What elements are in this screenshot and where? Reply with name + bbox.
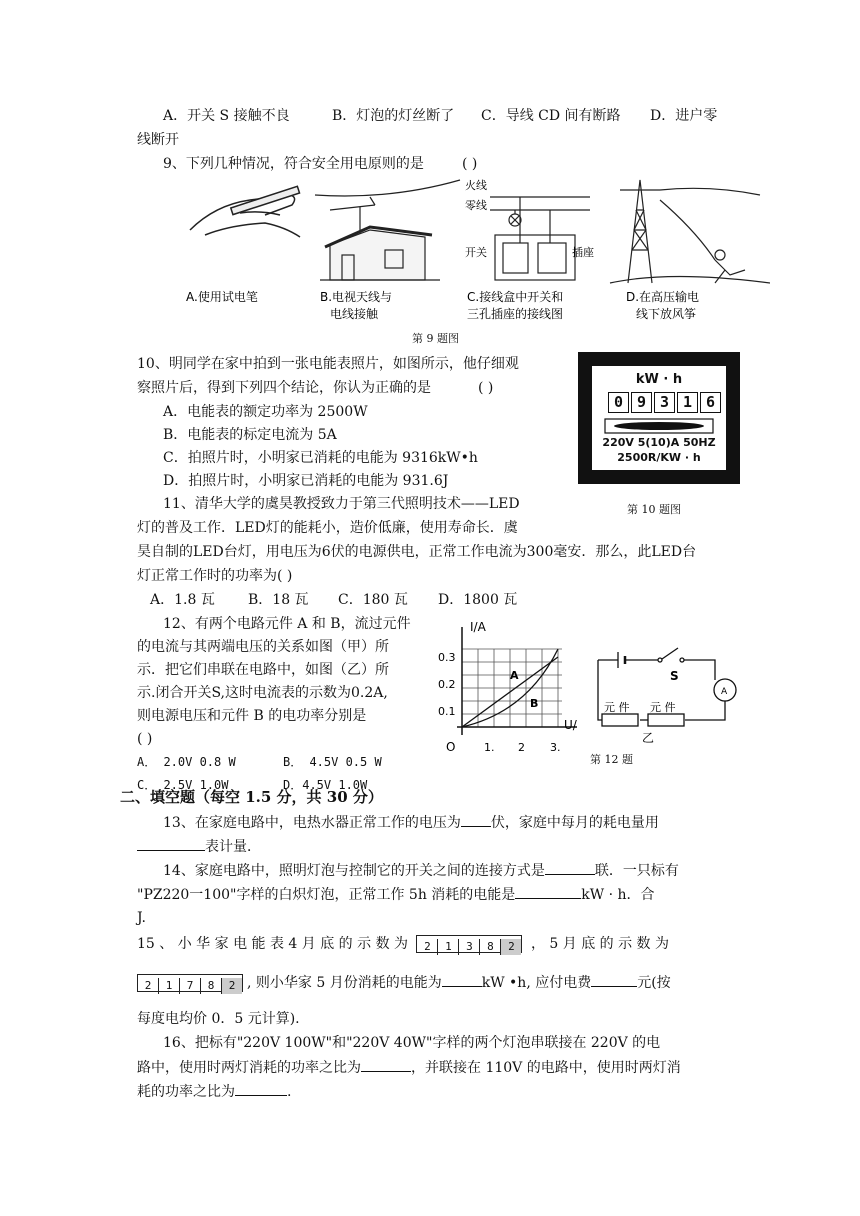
q9-fig-c-wiring-diagram-icon (490, 197, 590, 280)
q9-caption: 第 9 题图 (412, 332, 459, 345)
q14-line-2 (137, 884, 655, 905)
q10-answer-paren: ( ) (478, 380, 494, 396)
q10-option-a: A．电能表的额定功率为 2500W (163, 404, 368, 420)
q14-text-a: 14、家庭电路中，照明灯泡与控制它的开关之间的连接方式是 (163, 863, 545, 879)
q9-fig-d-kite-tower-icon (610, 180, 770, 283)
meter-digit: 9 (631, 392, 652, 413)
q12-line-1: 12、有两个电路元件 A 和 B，流过元件 (163, 616, 411, 632)
q12-line-3: 示．把它们串联在电路中，如图（乙）所 (137, 662, 389, 678)
q8-option-d: D．进户零 (650, 108, 718, 124)
q10-meter-photo (578, 352, 740, 484)
q11-line-2: 灯的普及工作．LED灯的能耗小，造价低廉，使用寿命长．虞 (137, 520, 518, 536)
q13-text-c: 表计量． (205, 839, 261, 855)
q9-answer-paren: ( ) (462, 156, 478, 172)
q15-line-2 (137, 972, 671, 993)
q9-fig-a-hand-pen-icon (190, 186, 300, 237)
q13-text-a: 13、在家庭电路中，电热水器正常工作的电压为 (163, 815, 461, 831)
q14-line-3: J. (137, 910, 146, 926)
q15-text-c: , 则小华家 5 月份消耗的电能为 (247, 975, 442, 991)
q10-meter-disc-icon (604, 418, 714, 434)
q10-option-c: C．拍照片时，小明家已消耗的电能为 9316kW•h (163, 450, 478, 466)
q12-x-tick: 3. (550, 741, 561, 754)
meter-digit: 2 (138, 978, 159, 994)
q12-iu-graph (432, 617, 592, 757)
q16-line-1: 16、把标有"220V 100W"和"220V 40W"字样的两个灯泡串联接在 220V 的电 (163, 1035, 661, 1051)
q10-meter-unit: kW · h (635, 372, 683, 387)
q14-line-1 (163, 860, 679, 881)
q9-fig-c-fire-wire-label: 火线 (465, 179, 487, 192)
q16-line-3 (137, 1081, 291, 1102)
meter-digit: 6 (700, 392, 721, 413)
q10-caption: 第 10 题图 (627, 503, 681, 516)
q11-line-1: 11、清华大学的虞昊教授致力于第三代照明技术——LED (163, 496, 520, 512)
section-2-title: 二、填空题（每空 1.5 分，共 30 分） (120, 788, 383, 806)
q11-option-b: B．18 瓦 (248, 592, 309, 608)
meter-digit: 1 (438, 939, 459, 955)
q12-circuit-diagram (590, 640, 755, 745)
q8-option-d-cont: 线断开 (137, 132, 179, 148)
q13-line-1 (163, 812, 659, 833)
q12-caption: 第 12 题 (590, 753, 633, 766)
q13-blank-2[interactable] (137, 836, 205, 851)
q12-x-tick: 2 (518, 741, 525, 754)
q15-text-b: ， 5 月 底 的 示 数 为 (530, 936, 669, 952)
q12-origin-label: O (446, 740, 456, 754)
q12-x-tick: 1. (484, 741, 495, 754)
q11-line-3: 昊自制的LED台灯，用电压为6伏的电源供电，正常工作电流为300毫安．那么，此LED台 (137, 544, 697, 560)
q10-meter-digits (608, 392, 721, 413)
q14-text-c: "PZ220一100"字样的白炽灯泡，正常工作 5h 消耗的电能是 (137, 887, 516, 903)
meter-digit: 2 (501, 939, 521, 955)
meter-digit: 2 (417, 939, 438, 955)
q11-line-4: 灯正常工作时的功率为( ) (137, 568, 293, 584)
q12-element-1-label: 元 件 (604, 701, 630, 714)
q9-fig-c-switch-label: 开关 (465, 246, 487, 259)
q15-text-d: kW •h, 应付电费 (481, 975, 592, 991)
meter-digit: 7 (180, 978, 201, 994)
q12-curve-b-label: B (530, 697, 539, 710)
q12-x-axis-label: U/ (564, 718, 577, 732)
q15-text-e: 元(按 (637, 975, 671, 991)
q11-option-a: A．1.8 瓦 (150, 592, 215, 608)
q9-fig-d-label-2: 线下放风筝 (636, 307, 697, 321)
q9-fig-c-zero-wire-label: 零线 (465, 199, 487, 212)
q9-fig-a-label: A.使用试电笔 (186, 290, 258, 304)
q15-blank-2[interactable] (591, 972, 637, 987)
q12-option-a: A． 2.0V 0.8 W (137, 755, 236, 769)
q13-text-b: 伏，家庭中每月的耗电量用 (490, 815, 659, 831)
q13-line-2 (137, 836, 261, 857)
q15-blank-1[interactable] (442, 972, 482, 987)
meter-digit: 2 (222, 978, 242, 994)
meter-digit: 3 (459, 939, 480, 955)
q12-y-tick: 0.1 (438, 705, 456, 718)
q12-answer-paren: ( ) (137, 731, 153, 747)
q16-blank-2[interactable] (235, 1081, 287, 1096)
q14-blank-1[interactable] (545, 860, 595, 875)
q9-stem: 9、下列几种情况，符合安全用电原则的是 (163, 156, 424, 172)
q10-meter-spec-1: 220V 5(10)A 50HZ (602, 436, 716, 449)
meter-digit: 8 (201, 978, 222, 994)
q12-line-2: 的电流与其两端电压的关系如图（甲）所 (137, 639, 389, 655)
q15-meter-may (137, 974, 243, 992)
q11-option-c: C．180 瓦 (338, 592, 408, 608)
q8-option-b: B．灯泡的灯丝断了 (332, 108, 455, 124)
q10-option-d: D．拍照片时，小明家已消耗的电能为 931.6J (163, 473, 449, 489)
q12-y-tick: 0.2 (438, 678, 456, 691)
q16-text-c: 耗的功率之比为 (137, 1084, 235, 1100)
q8-option-c: C．导线 CD 间有断路 (481, 108, 621, 124)
q12-circuit-label: 乙 (642, 731, 655, 745)
q15-line-3: 每度电均价 0．5 元计算). (137, 1011, 300, 1027)
q12-y-axis-label: I/A (470, 620, 486, 634)
q10-option-b: B．电能表的标定电流为 5A (163, 427, 337, 443)
q16-text-a: 路中，使用时两灯消耗的功率之比为 (137, 1060, 361, 1076)
q9-fig-b-house-antenna-icon (315, 180, 460, 280)
q9-fig-c-label-2: 三孔插座的接线图 (467, 307, 564, 321)
q15-meter-april (416, 935, 522, 953)
q8-option-a: A．开关 S 接触不良 (163, 108, 290, 124)
meter-digit: 8 (480, 939, 501, 955)
q16-line-2 (137, 1057, 681, 1078)
q15-text-a: 15 、 小 华 家 电 能 表 4 月 底 的 示 数 为 (137, 936, 409, 952)
meter-digit: 0 (608, 392, 629, 413)
q12-option-d: D．4.5V 1.0W (283, 778, 368, 792)
q16-text-d: . (287, 1084, 292, 1100)
q11-option-d: D．1800 瓦 (438, 592, 518, 608)
q15-line-1 (137, 934, 669, 954)
q10-line-1: 10、明同学在家中拍到一张电能表照片，如图所示，他仔细观 (137, 356, 519, 372)
q10-line-2: 察照片后，得到下列四个结论，你认为正确的是 (137, 380, 431, 396)
meter-digit: 1 (677, 392, 698, 413)
q12-option-c: C． 2.5V 1.0W (137, 778, 229, 792)
ammeter-icon: A (721, 687, 728, 697)
q9-figure (170, 175, 770, 330)
q12-line-5: 则电源电压和元件 B 的电功率分别是 (137, 708, 367, 724)
q9-fig-d-label-1: D.在高压输电 (626, 290, 700, 304)
q10-meter-spec-2: 2500R/KW · h (617, 451, 701, 464)
q12-line-4: 示.闭合开关S,这时电流表的示数为0.2A, (137, 685, 388, 701)
q16-blank-1[interactable] (361, 1057, 411, 1072)
q9-fig-b-label-2: 电线接触 (330, 307, 379, 321)
q14-text-d: kW · h．合 (581, 887, 655, 903)
q9-fig-b-label-1: B.电视天线与 (320, 290, 393, 304)
q12-y-tick: 0.3 (438, 651, 456, 664)
q9-fig-c-label-1: C.接线盒中开关和 (467, 290, 564, 304)
q12-element-2-label: 元 件 (650, 701, 676, 714)
q12-option-b: B． 4.5V 0.5 W (283, 755, 382, 769)
q12-curve-a-label: A (510, 669, 519, 682)
q13-blank-1[interactable] (461, 812, 491, 827)
q14-blank-2[interactable] (515, 884, 581, 899)
q12-switch-label: S (670, 669, 679, 683)
q9-fig-c-socket-label: 插座 (572, 246, 594, 259)
q14-text-b: 联．一只标有 (594, 863, 679, 879)
meter-digit: 1 (159, 978, 180, 994)
q16-text-b: ，并联接在 110V 的电路中，使用时两灯消 (411, 1060, 681, 1076)
meter-digit: 3 (654, 392, 675, 413)
